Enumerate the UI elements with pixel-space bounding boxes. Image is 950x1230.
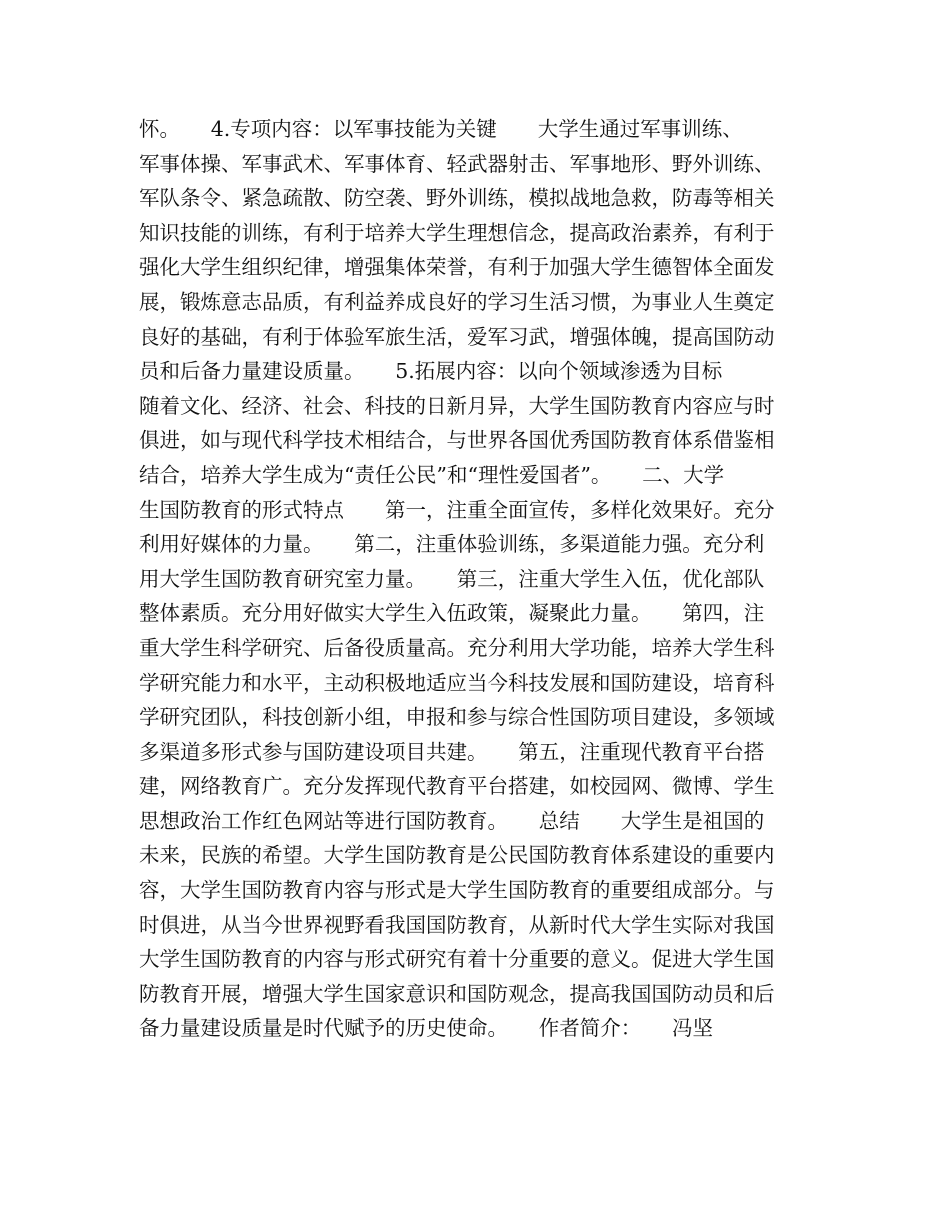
- text-line-6: 展，锻炼意志品质，有利益养成良好的学习生活习惯，为事业人生奠定: [139, 289, 775, 314]
- text-line-11: 结合，培养大学生成为“责任公民”和“理性爱国者”。 二、大学: [139, 462, 725, 487]
- text-line-15: 整体素质。充分用好做实大学生入伍政策，凝聚此力量。 第四，注: [139, 601, 765, 626]
- body-text: [139, 112, 815, 1046]
- text-line-23: 容，大学生国防教育内容与形式是大学生国防教育的重要组成部分。与: [139, 878, 775, 903]
- text-line-13: 利用好媒体的力量。 第二，注重体验训练，多渠道能力强。充分利: [139, 532, 765, 557]
- text-line-19: 多渠道多形式参与国防建设项目共建。 第五，注重现代教育平台搭: [139, 739, 765, 764]
- text-line-25: 大学生国防教育的内容与形式研究有着十分重要的意义。促进大学生国: [139, 947, 775, 972]
- text-line-3: 军队条令、紧急疏散、防空袭、野外训练，模拟战地急救，防毒等相关: [139, 186, 775, 211]
- text-line-9: 随着文化、经济、社会、科技的日新月异，大学生国防教育内容应与时: [139, 393, 775, 418]
- text-line-1: 怀。 4.专项内容：以军事技能为关键 大学生通过军事训练、: [139, 117, 743, 141]
- text-line-26: 防教育开展，增强大学生国家意识和国防观念，提高我国国防动员和后: [139, 981, 775, 1006]
- text-line-17: 学研究能力和水平，主动积极地适应当今科技发展和国防建设，培育科: [139, 670, 775, 695]
- text-line-5: 强化大学生组织纪律，增强集体荣誉，有利于加强大学生德智体全面发: [139, 255, 775, 280]
- text-line-7: 良好的基础，有利于体验军旅生活，爱军习武，增强体魄，提高国防动: [139, 324, 775, 349]
- text-line-10: 俱进，如与现代科学技术相结合，与世界各国优秀国防教育体系借鉴相: [139, 428, 775, 453]
- text-line-18: 学研究团队，科技创新小组，申报和参与综合性国防项目建设，多领域: [139, 705, 775, 730]
- text-line-21: 思想政治工作红色网站等进行国防教育。 总结 大学生是祖国的: [139, 808, 765, 833]
- text-line-2: 军事体操、军事武术、军事体育、轻武器射击、军事地形、野外训练、: [139, 151, 775, 176]
- text-line-27: 备力量建设质量是时代赋予的历史使命。 作者简介： 冯坚: [139, 1016, 713, 1041]
- text-line-22: 未来，民族的希望。大学生国防教育是公民国防教育体系建设的重要内: [139, 843, 775, 868]
- text-line-12: 生国防教育的形式特点 第一，注重全面宣传，多样化效果好。充分: [139, 497, 775, 522]
- text-line-24: 时俱进，从当今世界视野看我国国防教育，从新时代大学生实际对我国: [139, 912, 775, 937]
- text-line-16: 重大学生科学研究、后备役质量高。充分利用大学功能，培养大学生科: [139, 635, 775, 660]
- text-line-14: 用大学生国防教育研究室力量。 第三，注重大学生入伍，优化部队: [139, 566, 765, 591]
- text-line-4: 知识技能的训练，有利于培养大学生理想信念，提高政治素养，有利于: [139, 220, 775, 245]
- text-line-8: 员和后备力量建设质量。 5.拓展内容：以向个领域渗透为目标: [139, 359, 723, 384]
- text-line-20: 建，网络教育广。充分发挥现代教育平台搭建，如校园网、微博、学生: [139, 774, 775, 799]
